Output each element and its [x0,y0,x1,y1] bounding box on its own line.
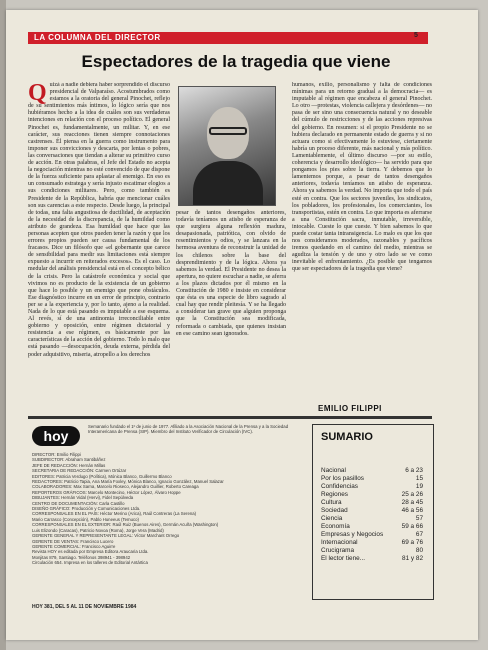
sumario-item [321,507,423,515]
sumario-item [321,491,423,499]
staff-line: Mario Carrasco (Concepción), Pablo Huneeus (Temuco) [32,516,139,522]
staff-line: GERENTE GENERAL Y REPRESENTANTE LEGAL: Víctor Marchant Orrego [32,533,180,539]
sumario-item-label: Internacional [321,539,358,546]
sumario-item [321,539,423,547]
sumario-item-label: El lector tiene... [321,555,366,562]
sumario-item [321,499,423,507]
publication-info: Semanario fundado el 1º de junio de 1977. Afiliado a la Asociación Nacional de la Prensa y a la Sociedad Interamericana de Prensa (SIP). Miembro del Instituto Verificador de Circulación (IVC). [88,424,289,434]
masthead-staff-list [32,452,300,600]
portrait-glasses [209,127,247,135]
drop-cap: Q [28,82,47,106]
sumario-item-pages: 28 a 45 [401,499,423,506]
sumario-item-label: Sociedad [321,507,348,514]
page-number: 5 [414,32,418,39]
hoy-logo [32,426,80,446]
column-3-text: humanos, exilio, personalismo y falta de condiciones mínimas para un retorno gradual a la democracia— es imputable al régimen que encabeza el general Pinochet. Lo otro —protestas, violencia callejera y desórdenes— no pasa de ser sino una consecuencia natural y no deseable del cúmulo de restricciones y de las acciones represivas del gobierno. En resumen: si el propio Presidente no se hubiera declarado en permanente estado de guerra y si no actuara como si efectivamente lo estuviese, ciertamente habría un proceso diferente, más nacional y más político. Lamentablemente, el último discurso —por su estilo, coherencia y desarrollo ideológico— ha servido para que pongamos los pies sobre la tierra. Y debemos que lo lamentemos porque, a pesar de tantos desengaños anteriores, todavía teníamos un atisbo de esperanza. Ahora ya sabemos la verdad. No importa que todo el país esté en contra. Que los sectores juveniles, los sindicatos, los pobladores, los profesionales, los comerciantes, los transportistas, estén en contra. Lo que importa es aferrarse a una Constitución sacra, inmutable, irreversible, intocable. Cueste lo que cueste. Y bien sabemos lo que puede costar tanta intransigencia. Lo malo es que los que nos consideramos moderados, razonables y pacíficos iremos quedando en el camino del medio, mientras se agudiza la tensión y de uno y otro lado se ve como inevitable el enfrentamiento. ¿Es posible que tengamos que ser espectadores de la tragedia que viene? [292,82,432,273]
staff-line: REPORTEROS GRÁFICOS: Marcelo Montecino, Héctor López, Álvaro Hoppe [32,489,181,495]
sumario-item-label: Regiones [321,491,349,498]
sumario-item-pages: 69 a 76 [401,539,423,546]
staff-line: SECRETARIA DE REDACCIÓN: Carmen Ortúzar [32,468,127,474]
sumario-item-label: Confidencias [321,483,358,490]
sumario-title: SUMARIO [321,431,373,443]
sumario-item-label: Por los pasillos [321,475,364,482]
sumario-item-label: Nacional [321,467,346,474]
sumario-box [312,424,434,600]
sumario-item [321,547,423,555]
sumario-item [321,531,423,539]
staff-line: DISEÑO GRÁFICO: Producción y Comunicaciones Ltda. [32,506,141,512]
magazine-page [6,10,478,640]
staff-line: CORRESPONSALES EN EL PAÍS: Héctor Merino (Arica), Raúl Contreras (La Serena) [32,511,197,517]
staff-line: JEFE DE REDACCIÓN: Hernán Millas [32,462,106,468]
sumario-item [321,523,423,531]
staff-line: REDACTORES: Patricio Tapia, Ana María Foxley, Mónica Blanco, Ignacio González, Manuel Salazar [32,479,224,485]
sumario-item-pages: 59 a 66 [401,523,423,530]
staff-line: Luis Elizondo (Caracas), Patricio Novoa (Roma), Jorge Vera (Madrid) [32,527,164,533]
sumario-item-pages: 80 [415,547,423,554]
sumario-item-label: Empresas y Negocios [321,531,384,538]
sumario-item-pages: 57 [415,515,423,522]
logo-text: hoy [43,428,69,444]
staff-line: GERENTE COMERCIAL: Francisco Aguirre [32,543,116,549]
sumario-item [321,475,423,483]
sumario-item-pages: 19 [415,483,423,490]
sumario-item [321,483,423,491]
sumario-item-pages: 46 a 56 [401,507,423,514]
sumario-item [321,555,423,563]
article-column-3 [292,82,432,400]
staff-line: Monjitas 879, Santiago. Teléfonos 398941 - 398942 [32,554,131,560]
staff-line: DIRECTOR: Emilio Filippi [32,452,81,457]
section-title: LA COLUMNA DEL DIRECTOR [34,33,161,42]
sumario-item-label: Economía [321,523,350,530]
sumario-item-pages: 6 a 23 [405,467,423,474]
column-1-text: uizá a nadie debiera haber sorprendido el discurso presidencial de Valparaíso. Acostumbrados como estamos a la oratoria del general Pinochet, reflejo de su sentimientos más íntimos, lo lógico sería que nos hubiéramos hecho a la idea de cuáles son sus verdaderas intenciones en relación con el proceso político. El general Pinochet es, fundamentalmente, un militar. Y, en ese carácter, sus reacciones tienen siempre connotaciones castrenses. Él piensa en la guerra como instrumento para imponer sus convicciones y descarta, por lentas o pobres, las conversaciones que tiendan a alterar su primitivo curso de acción. En otras palabras, el Jefe del Estado no acepta la negociación mientras no esté convencido de que dispone de la fuerza suficiente para aplastar al enemigo. En eso es un consumado estratega y sería injusto escatimar elogios a sus condiciones militares. Pero, como también es Presidente de la República, habría que mencionar cuáles son sus carencias a este respecto. Desde luego, la principal de todas, una falta angustiosa de ductilidad, de aceptación de la necesidad de la discrepancia, de la humildad como atributo de grandeza. Esa humildad que hace que las personas acepten que otros pueden tener la razón y que los errores propios pueden ser causa fundamental de los fracasos. Dice un filósofo que «el gobernante que carece de sensibilidad para medir sus limitaciones está siempre expuesto a incurrir en reiterados excesos». Es el caso. Lo medular del análisis presidencial está en el concepto bélico de la crisis. Pero la catástrofe económica y social que vivimos no es producto de la existencia de un gobierno que hace lo posible y un enemigo que pone obstáculos. Ese diagnóstico incurre en un error de principio, contrario per se a la experiencia y, por lo tanto, ajeno a la realidad. Nada de lo que está pasando es imputable a ese esquema. Al revés, sí de una antinomia irreconciliable entre gobierno y oposición, entre régimen dictatorial y resistencia a ese régimen, es básicamente por las características de la acción del gobierno. Todo lo malo que está pasando —desocupación, deuda externa, pérdida del poder adquisitivo, miseria, atropello a los derechos [28,82,170,358]
author-signature: EMILIO FILIPPI [318,404,382,413]
sumario-item-pages: 81 y 82 [402,555,423,562]
staff-line: Revista HOY es editada por Empresa Editora Araucaria Ltda. [32,549,149,555]
section-header-bar [28,32,428,44]
article-headline: Espectadores de la tragedia que viene [81,52,391,71]
sumario-item-pages: 15 [415,475,423,482]
issue-footer: HOY 381, DEL 5 AL 11 DE NOVIEMBRE 1984 [32,604,137,610]
staff-line: EDITORES: Patricia Verdugo (Política), Mónica Blanco, Guillermo Blanco [32,473,172,479]
staff-line: GERENTE DE VENTAS: Francisco Lucero [32,538,114,544]
sumario-item-pages: 25 a 26 [401,491,423,498]
sumario-item-label: Crucigrama [321,547,355,554]
staff-line: Circulación 654. Impresa en los talleres de Editorial Antártica [32,560,148,566]
sumario-item-label: Cultura [321,499,342,506]
sumario-item-pages: 67 [415,531,423,538]
column-2-text: pesar de tantos desengaños anteriores, todavía teníamos un atisbo de esperanza de que surgiera alguna reflexión madura, desapasionada, patriótica, con olvido de resentimientos y odios, y se lanzara en la hermosa aventura de reconstruir la unidad de los chilenos sobre la base del desprendimiento y de la lógica. Ahora ya sabemos la verdad. El Presidente no desea la apertura, no quiere escuchar a nadie, se aferra a los plazos dictados por él mismo en la Constitución de 1980 e insiste en considerar que ésta es una especie de libro sagrado al cual hay que rendir pleitesía. Y se ha llegado a considerar tan grave que alguien proponga que la Constitución sea modificada, reformada o cambiada, que quienes insistan en ese camino sean ignorados. [176,210,286,337]
staff-line: CORRESPONSALES EN EL EXTERIOR: Raúl Ruiz (Buenos Aires), Germán Acuña (Washington) [32,522,219,528]
staff-line: COLABORADORES: Max Sarna, Marcelo Rioseco, Alejandro Guillier, Roberto Careaga [32,484,199,490]
portrait-suit [193,161,263,205]
sumario-item [321,467,423,475]
sumario-list [321,467,423,563]
sumario-item [321,515,423,523]
staff-line: CENTRO DE DOCUMENTACIÓN: Carla Castillo [32,500,125,506]
author-portrait [178,86,276,206]
sumario-item-label: Ciencia [321,515,343,522]
staff-line: DIBUJANTES: Hernán Vidal (Hervi), Fidel Sepúlveda [32,495,134,501]
section-divider [28,416,432,419]
staff-line: SUBDIRECTOR: Abraham Santibáñez [32,457,106,463]
article-column-1 [28,82,170,400]
